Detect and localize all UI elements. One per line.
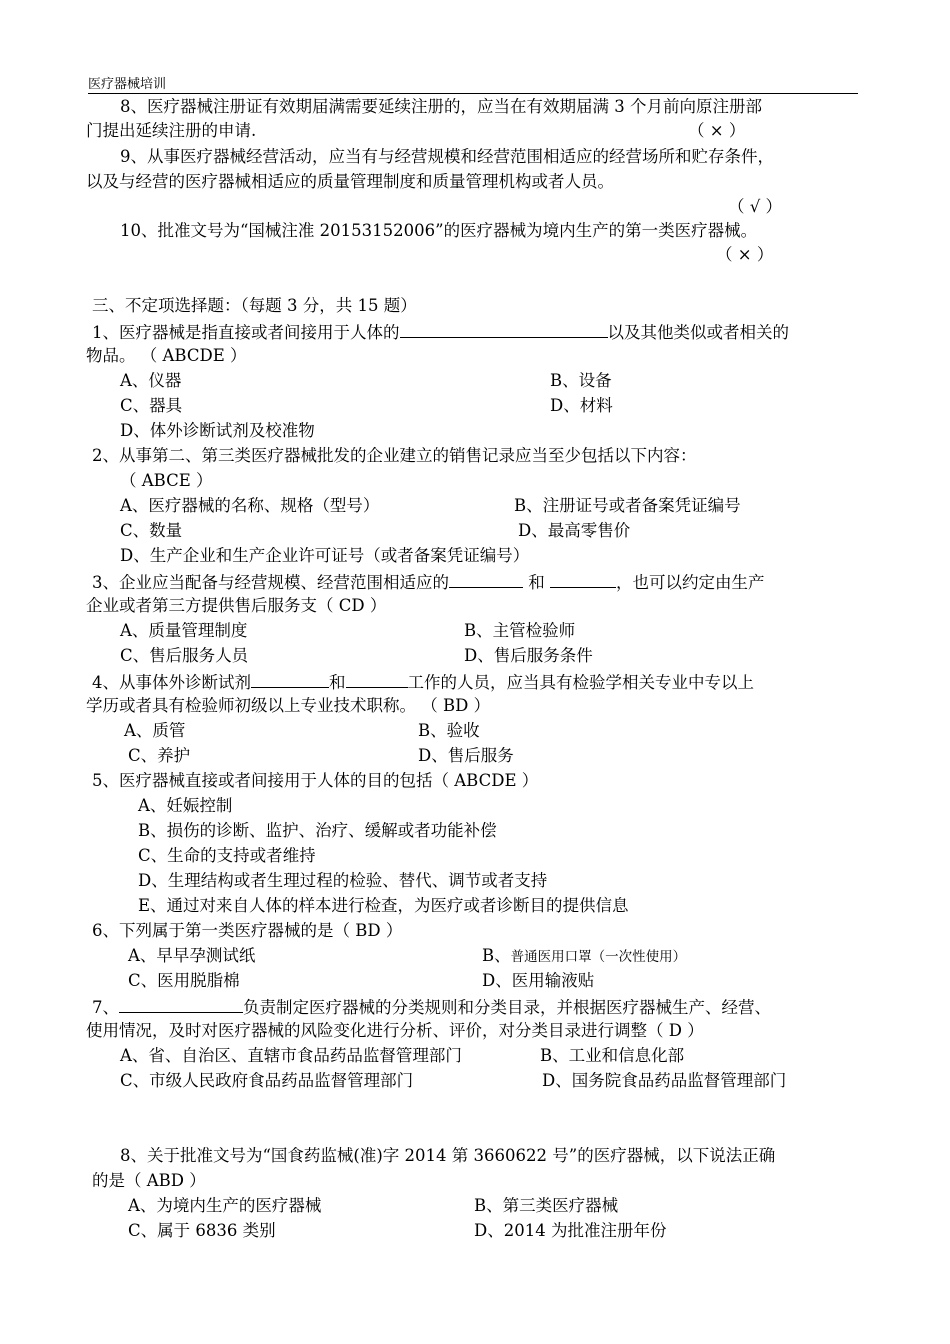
mc-q7-line2: 使用情况，及时对医疗器械的风险变化进行分析、评价，对分类目录进行调整（ D ） <box>86 1021 704 1040</box>
mc-q8-option-c: C、属于 6836 类别 <box>128 1221 276 1240</box>
mc-q7-line1 <box>92 995 771 1019</box>
mc-q1-option-c: C、器具 <box>120 396 183 415</box>
mc-q8-option-a: A、为境内生产的医疗器械 <box>128 1196 322 1215</box>
section-title: 三、不定项选择题：（每题 3 分，共 15 题） <box>92 296 417 315</box>
mc-q7-option-d: D、国务院食品药品监督管理部门 <box>542 1071 787 1090</box>
fill-blank <box>400 320 608 338</box>
mc-q3-line2: 企业或者第三方提供售后服务支（ CD ） <box>86 596 387 615</box>
mc-q1-pre: 1、医疗器械是指直接或者间接用于人体的 <box>92 323 400 342</box>
mc-q6-option-d: D、医用输液贴 <box>482 971 595 990</box>
mc-q5-option-d: D、生理结构或者生理过程的检验、替代、调节或者支持 <box>138 871 548 890</box>
fill-blank <box>449 570 523 588</box>
mc-q8-line1: 8、关于批准文号为“国食药监械(准)字 2014 第 3660622 号”的医疗器械，以下说法正确 <box>120 1146 776 1165</box>
mc-q3-mid: 和 <box>528 573 545 592</box>
mc-q3-option-d: D、售后服务条件 <box>464 646 593 665</box>
mc-q5-option-c: C、生命的支持或者维持 <box>138 846 316 865</box>
mc-q8-option-b: B、第三类医疗器械 <box>474 1196 619 1215</box>
mc-q8-option-d: D、2014 为批准注册年份 <box>474 1221 667 1240</box>
mc-q4-option-a: A、质管 <box>124 721 186 740</box>
mc-q7-option-b: B、工业和信息化部 <box>540 1046 685 1065</box>
mc-q1-option-b: B、设备 <box>550 371 612 390</box>
mc-q3-option-a: A、质量管理制度 <box>120 621 248 640</box>
mc-q7-post: 负责制定医疗器械的分类规则和分类目录，并根据医疗器械生产、经营、 <box>243 998 771 1017</box>
tf-q10-line1: 10、批准文号为“国械注准 20153152006”的医疗器械为境内生产的第一类医疗器械。 <box>120 221 758 240</box>
tf-q9-line1: 9、从事医疗器械经营活动，应当有与经营规模和经营范围相适应的经营场所和贮存条件， <box>120 147 774 166</box>
mc-q2-answer: （ ABCE ） <box>120 471 213 490</box>
tf-q10-answer: （ × ） <box>716 245 774 264</box>
mc-q4-option-b: B、验收 <box>418 721 480 740</box>
mc-q3-post: ，也可以约定由生产 <box>616 573 765 592</box>
mc-q7-pre: 7、 <box>92 998 119 1017</box>
tf-q8-answer: （ × ） <box>688 121 746 140</box>
mc-q6-option-b-text: 普通医用口罩（一次性使用） <box>510 949 687 965</box>
mc-q6-line1: 6、下列属于第一类医疗器械的是（ BD ） <box>92 921 403 940</box>
mc-q2-option-a: A、医疗器械的名称、规格（型号） <box>120 496 380 515</box>
mc-q5-line1: 5、医疗器械直接或者间接用于人体的目的包括（ ABCDE ） <box>92 771 539 790</box>
mc-q2-option-b: B、注册证号或者备案凭证编号 <box>514 496 741 515</box>
mc-q6-option-a: A、早早孕测试纸 <box>128 946 256 965</box>
mc-q1-post: 以及其他类似或者相关的 <box>607 323 789 342</box>
mc-q5-option-b: B、损伤的诊断、监护、治疗、缓解或者功能补偿 <box>138 821 497 840</box>
fill-blank <box>119 995 243 1013</box>
tf-q8-line1: 8、医疗器械注册证有效期届满需要延续注册的，应当在有效期届满 3 个月前向原注册部 <box>120 97 762 116</box>
mc-q1-option-d: D、材料 <box>550 396 613 415</box>
mc-q3-line1 <box>92 570 765 594</box>
mc-q4-post: 工作的人员，应当具有检验学相关专业中专以上 <box>407 673 754 692</box>
tf-q9-line2: 以及与经营的医疗器械相适应的质量管理制度和质量管理机构或者人员。 <box>86 172 614 191</box>
mc-q7-option-a: A、省、自治区、直辖市食品药品监督管理部门 <box>120 1046 462 1065</box>
mc-q2-line1: 2、从事第二、第三类医疗器械批发的企业建立的销售记录应当至少包括以下内容： <box>92 446 697 465</box>
mc-q3-option-b: B、主管检验师 <box>464 621 576 640</box>
mc-q1-line2: 物品。 （ ABCDE ） <box>86 346 247 365</box>
mc-q4-option-d: D、售后服务 <box>418 746 514 765</box>
header-title: 医疗器械培训 <box>88 77 167 92</box>
mc-q4-line2: 学历或者具有检验师初级以上专业技术职称。 （ BD ） <box>86 696 491 715</box>
mc-q8-line2: 的是（ ABD ） <box>92 1171 206 1190</box>
mc-q4-pre: 4、从事体外诊断试剂 <box>92 673 251 692</box>
mc-q4-mid: 和 <box>329 673 346 692</box>
fill-blank <box>346 670 408 688</box>
tf-q9-answer: （ √ ） <box>728 197 783 216</box>
mc-q2-option-c: C、数量 <box>120 521 183 540</box>
mc-q6-option-b <box>482 945 686 968</box>
mc-q5-option-e: E、通过对来自人体的样本进行检查，为医疗或者诊断目的提供信息 <box>138 896 629 915</box>
mc-q6-option-c: C、医用脱脂棉 <box>128 971 240 990</box>
mc-q2-option-e: D、生产企业和生产企业许可证号（或者备案凭证编号） <box>120 546 530 565</box>
page-header <box>88 73 858 94</box>
mc-q4-option-c: C、养护 <box>128 746 191 765</box>
mc-q6-option-b-prefix: B、 <box>482 946 511 965</box>
mc-q3-pre: 3、企业应当配备与经营规模、经营范围相适应的 <box>92 573 449 592</box>
mc-q1-option-e: D、体外诊断试剂及校准物 <box>120 421 315 440</box>
mc-q1-line1 <box>92 320 789 344</box>
mc-q5-option-a: A、妊娠控制 <box>138 796 233 815</box>
mc-q7-option-c: C、市级人民政府食品药品监督管理部门 <box>120 1071 414 1090</box>
mc-q2-option-d: D、最高零售价 <box>518 521 631 540</box>
mc-q3-option-c: C、售后服务人员 <box>120 646 249 665</box>
fill-blank <box>550 570 616 588</box>
mc-q4-line1 <box>92 670 754 694</box>
tf-q8-line2: 门提出延续注册的申请. <box>86 121 257 140</box>
fill-blank <box>251 670 329 688</box>
mc-q1-option-a: A、仪器 <box>120 371 182 390</box>
